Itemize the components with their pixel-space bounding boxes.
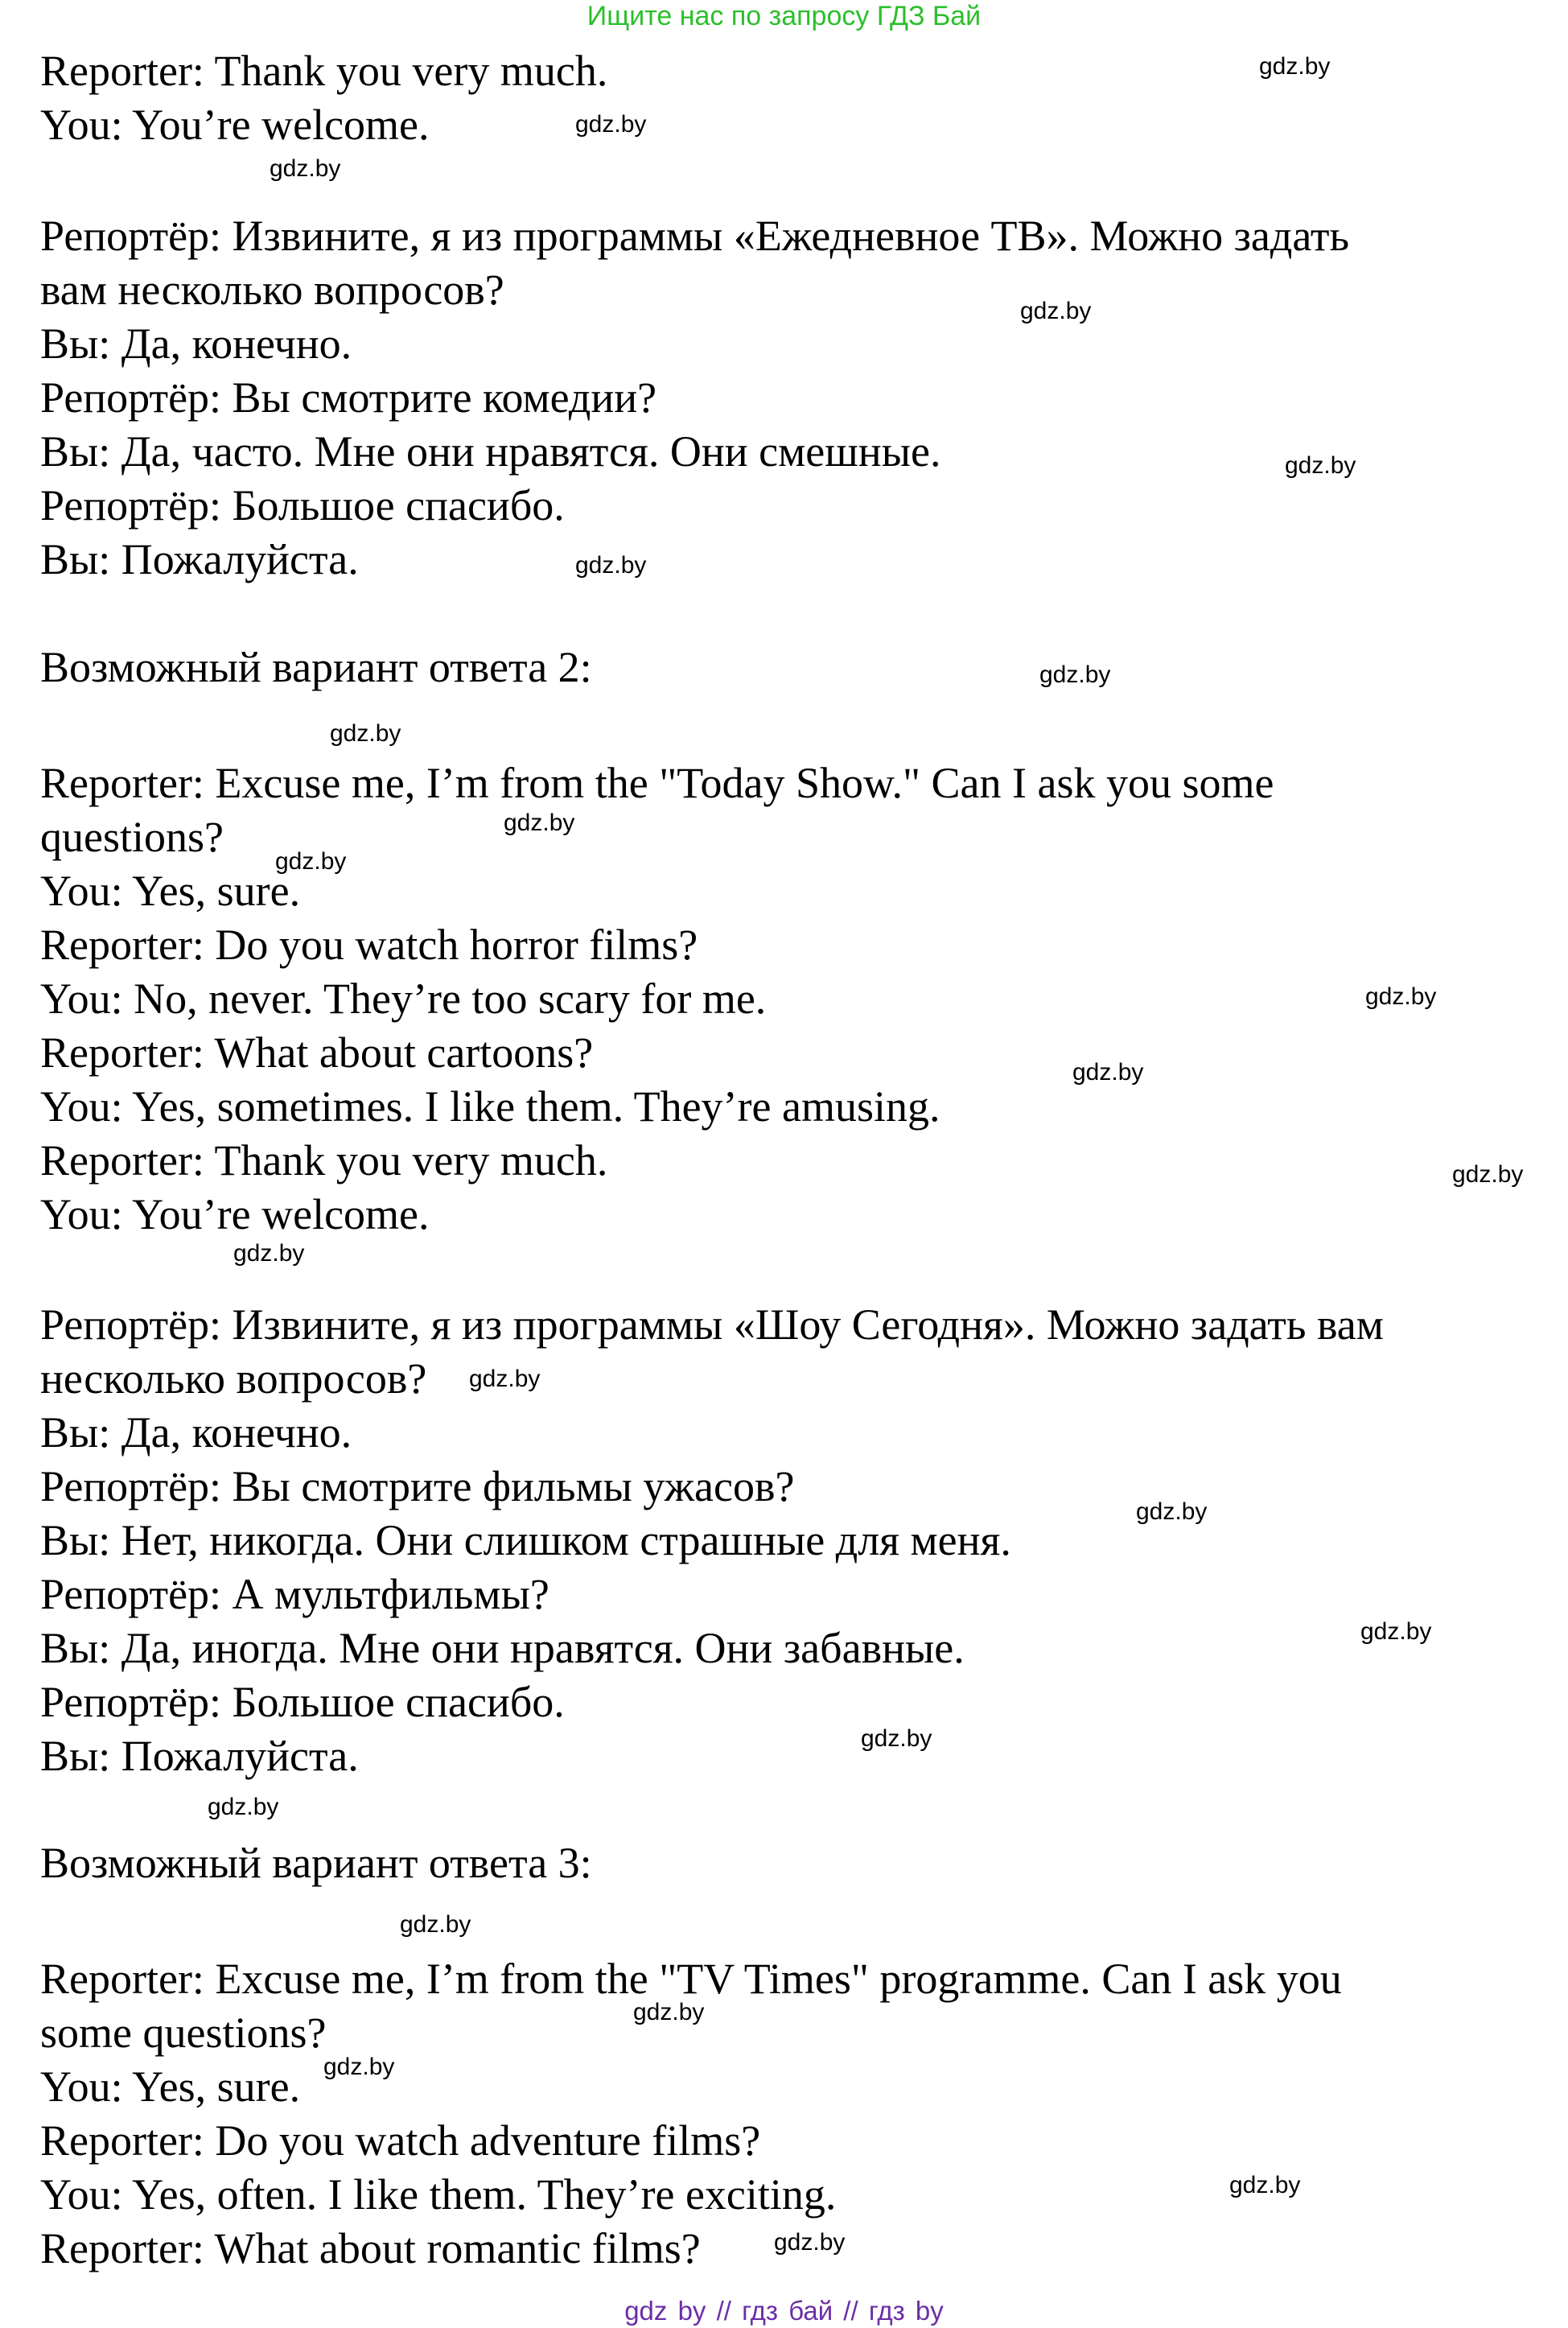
- dialogue-line: You: Yes, often. I like them. They’re exciting.: [40, 2170, 837, 2219]
- dialogue-line: вам несколько вопросов?: [40, 266, 504, 314]
- dialogue-line: Reporter: What about romantic films?: [40, 2224, 701, 2272]
- watermark: gdz.by: [774, 2229, 846, 2256]
- dialogue-line: Reporter: Do you watch adventure films?: [40, 2116, 761, 2165]
- dialogue-line: Репортёр: Большое спасибо.: [40, 481, 565, 529]
- dialogue-line: Репортёр: Большое спасибо.: [40, 1678, 565, 1726]
- watermark: gdz.by: [1285, 452, 1356, 479]
- dialogue-line: несколько вопросов?: [40, 1354, 427, 1403]
- watermark: gdz.by: [1229, 2172, 1301, 2198]
- dialogue-line: You: No, never. They’re too scary for me.: [40, 974, 767, 1023]
- watermark: gdz.by: [1136, 1498, 1208, 1525]
- watermark: gdz.by: [1039, 661, 1111, 688]
- dialogue-line: Вы: Пожалуйста.: [40, 535, 359, 583]
- dialogue-line: Вы: Нет, никогда. Они слишком страшные для меня.: [40, 1516, 1011, 1564]
- watermark: gdz.by: [504, 810, 575, 836]
- dialogue-line: questions?: [40, 813, 224, 861]
- watermark: gdz.by: [1020, 298, 1092, 324]
- dialogue-line: Вы: Да, часто. Мне они нравятся. Они смешные.: [40, 427, 941, 476]
- dialogue-line: Репортёр: Извините, я из программы «Шоу Сегодня». Можно задать вам: [40, 1300, 1384, 1349]
- variant-heading: Возможный вариант ответа 2:: [40, 643, 592, 691]
- dialogue-line: Вы: Да, конечно.: [40, 1408, 352, 1457]
- dialogue-line: Reporter: What about cartoons?: [40, 1028, 594, 1077]
- watermark: gdz.by: [330, 720, 401, 747]
- dialogue-line: Вы: Да, конечно.: [40, 319, 352, 368]
- watermark: gdz.by: [633, 1999, 705, 2025]
- watermark: gdz.by: [1360, 1618, 1432, 1645]
- dialogue-line: Reporter: Thank you very much.: [40, 47, 608, 95]
- watermark: gdz.by: [1365, 983, 1437, 1010]
- dialogue-line: Reporter: Excuse me, I’m from the "Today Show." Can I ask you some: [40, 759, 1274, 807]
- search-banner[interactable]: Ищите нас по запросу ГДЗ Бай: [586, 1, 982, 31]
- watermark: gdz.by: [323, 2054, 395, 2080]
- watermark: gdz.by: [233, 1240, 305, 1267]
- dialogue-line: some questions?: [40, 2009, 327, 2057]
- dialogue-line: You: Yes, sure.: [40, 2062, 301, 2111]
- footer-links[interactable]: gdz by // гдз бай // гдз by: [624, 2296, 944, 2326]
- watermark: gdz.by: [1072, 1059, 1144, 1086]
- dialogue-line: You: You’re welcome.: [40, 1190, 430, 1238]
- dialogue-line: Reporter: Do you watch horror films?: [40, 921, 698, 969]
- watermark: gdz.by: [861, 1725, 932, 1752]
- dialogue-line: Reporter: Thank you very much.: [40, 1136, 608, 1185]
- watermark: gdz.by: [270, 155, 341, 182]
- dialogue-line: Вы: Да, иногда. Мне они нравятся. Они забавные.: [40, 1624, 965, 1672]
- watermark: gdz.by: [208, 1794, 279, 1820]
- dialogue-line: Репортёр: Вы смотрите комедии?: [40, 373, 657, 422]
- dialogue-line: Репортёр: А мультфильмы?: [40, 1570, 549, 1618]
- dialogue-line: You: Yes, sure.: [40, 867, 301, 915]
- dialogue-line: You: Yes, sometimes. I like them. They’re amusing.: [40, 1082, 940, 1131]
- dialogue-line: Вы: Пожалуйста.: [40, 1732, 359, 1780]
- watermark: gdz.by: [575, 111, 647, 138]
- watermark: gdz.by: [400, 1911, 471, 1938]
- dialogue-line: Репортёр: Извините, я из программы «Ежедневное ТВ». Можно задать: [40, 212, 1350, 260]
- dialogue-line: Репортёр: Вы смотрите фильмы ужасов?: [40, 1462, 795, 1510]
- dialogue-line: You: You’re welcome.: [40, 101, 430, 149]
- watermark: gdz.by: [575, 552, 647, 579]
- dialogue-line: Reporter: Excuse me, I’m from the "TV Times" programme. Can I ask you: [40, 1955, 1342, 2003]
- watermark: gdz.by: [1259, 53, 1331, 80]
- watermark: gdz.by: [1452, 1161, 1524, 1188]
- watermark: gdz.by: [469, 1366, 541, 1392]
- variant-heading: Возможный вариант ответа 3:: [40, 1839, 592, 1887]
- watermark: gdz.by: [275, 848, 347, 875]
